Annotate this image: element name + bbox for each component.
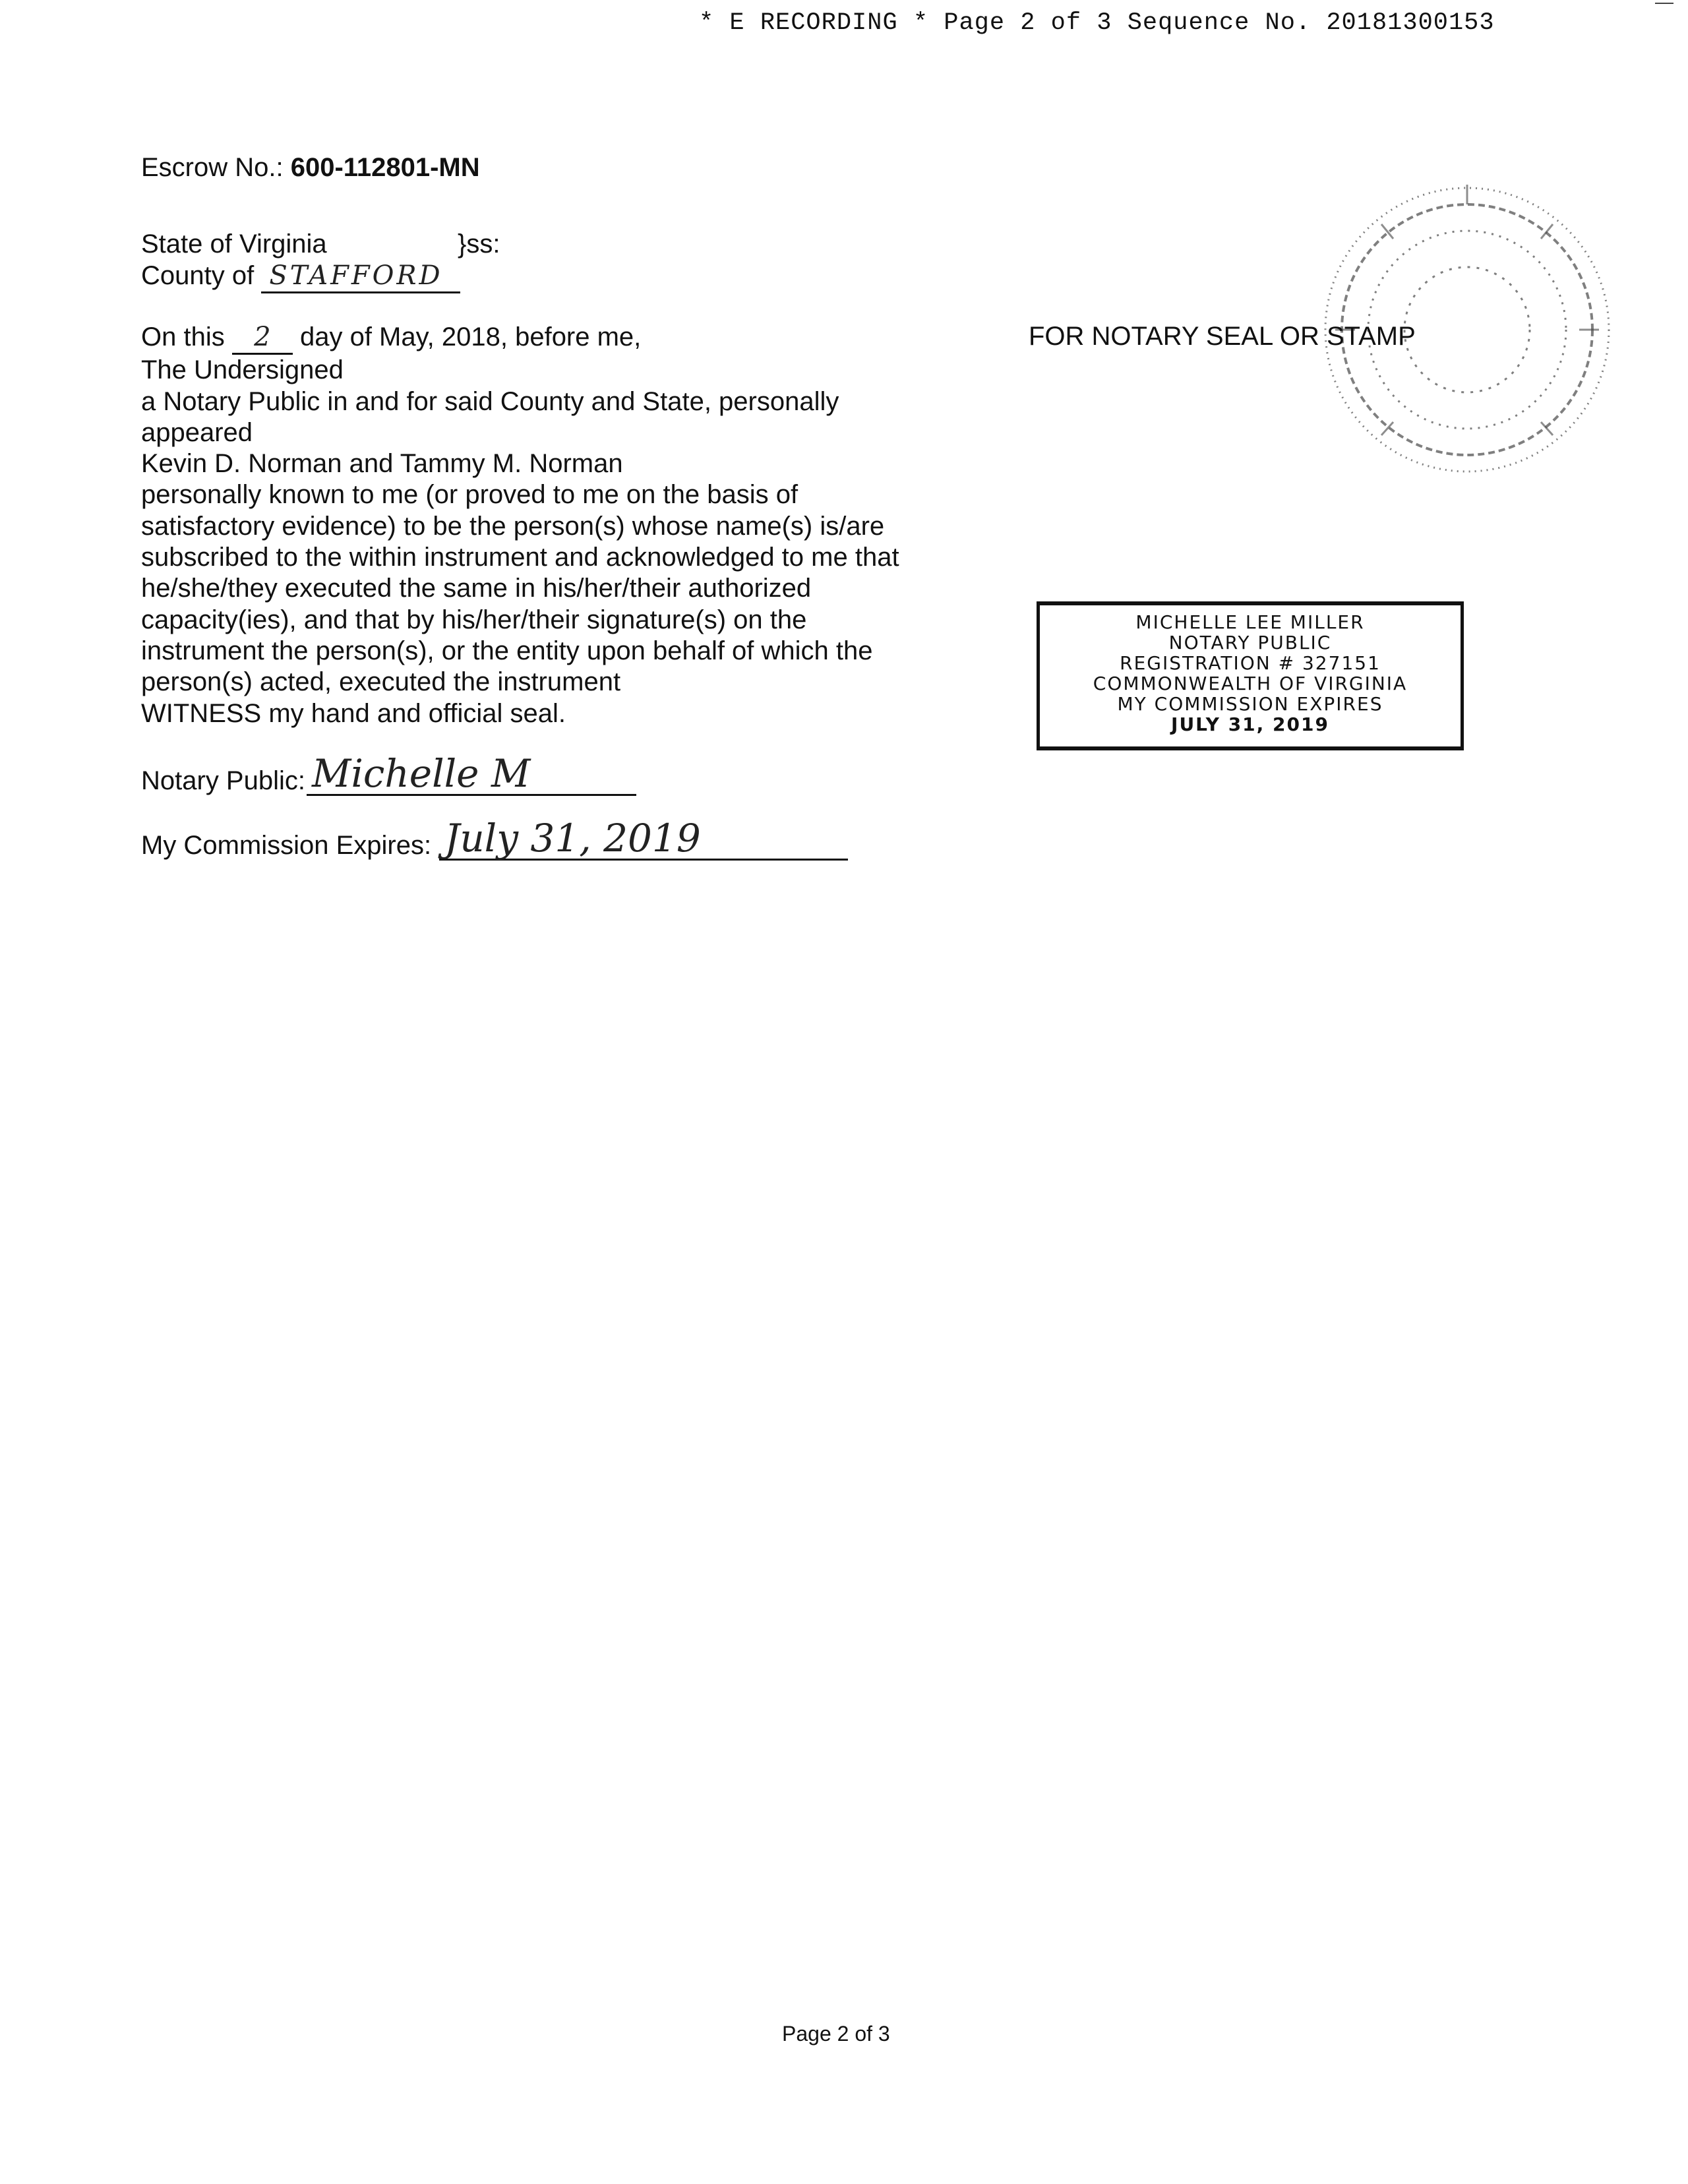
ack-line-5: Kevin D. Norman and Tammy M. Norman — [141, 449, 623, 479]
ack-date-text: day of May, 2018, before me, — [299, 322, 642, 351]
expires-field — [439, 816, 848, 861]
day-handwritten: 2 — [232, 322, 293, 355]
commission-expires-line — [141, 816, 848, 861]
ack-line-3: a Notary Public in and for said County and State, personally — [141, 386, 839, 416]
ack-line-2: The Undersigned — [141, 355, 344, 385]
notary-signature-field — [307, 751, 636, 796]
state-text: State of Virginia — [141, 229, 327, 258]
recording-header: * E RECORDING * Page 2 of 3 Sequence No. 20181300153 — [699, 9, 1495, 37]
seal-label: FOR NOTARY SEAL OR STAMP — [1029, 322, 1416, 351]
ack-line-10: capacity(ies), and that by his/her/their signature(s) on the — [141, 605, 807, 634]
notary-label: Notary Public: — [141, 766, 305, 795]
acknowledgment-text — [141, 322, 959, 729]
notary-stamp — [1037, 601, 1464, 750]
county-label: County of — [141, 261, 255, 290]
venue-block — [141, 228, 500, 293]
stamp-commission-label: MY COMMISSION EXPIRES — [1117, 693, 1383, 715]
state-line — [141, 228, 500, 260]
county-line — [141, 260, 460, 293]
ack-line-12: person(s) acted, executed the instrument — [141, 667, 621, 697]
stamp-notary-name: MICHELLE LEE MILLER — [1135, 611, 1365, 633]
notary-seal-embossing — [1309, 132, 1619, 488]
stamp-expiration-date: JULY 31, 2019 — [1171, 713, 1329, 735]
ack-line-4: appeared — [141, 417, 253, 447]
escrow-label: Escrow No.: — [141, 153, 284, 182]
page-number: Page 2 of 3 — [782, 2022, 890, 2046]
stamp-commonwealth: COMMONWEALTH OF VIRGINIA — [1093, 673, 1408, 694]
stamp-title: NOTARY PUBLIC — [1168, 632, 1332, 653]
ss-text: }ss: — [458, 229, 500, 258]
expires-handwritten: July 31, 2019 — [444, 816, 701, 861]
county-handwritten: STAFFORD — [261, 260, 460, 293]
scan-edge-mark — [1655, 3, 1673, 4]
ack-line-9: he/she/they executed the same in his/her/their authorized — [141, 574, 812, 603]
ack-line-11: instrument the person(s), or the entity upon behalf of which the — [141, 636, 873, 665]
ack-on-this: On this — [141, 322, 225, 351]
notary-signature-line — [141, 751, 636, 796]
ack-line-7: satisfactory evidence) to be the person(s) whose name(s) is/are — [141, 511, 885, 541]
expires-label: My Commission Expires: — [141, 831, 432, 860]
escrow-number-line — [141, 153, 480, 183]
ack-line-1 — [141, 322, 959, 355]
ack-line-8: subscribed to the within instrument and acknowledged to me that — [141, 543, 899, 572]
notary-signature: Michelle M — [311, 751, 531, 796]
escrow-number: 600-112801-MN — [290, 153, 480, 182]
ack-line-6: personally known to me (or proved to me on the basis of — [141, 480, 799, 510]
ack-line-13: WITNESS my hand and official seal. — [141, 698, 566, 728]
stamp-registration: REGISTRATION # 327151 — [1120, 652, 1381, 674]
